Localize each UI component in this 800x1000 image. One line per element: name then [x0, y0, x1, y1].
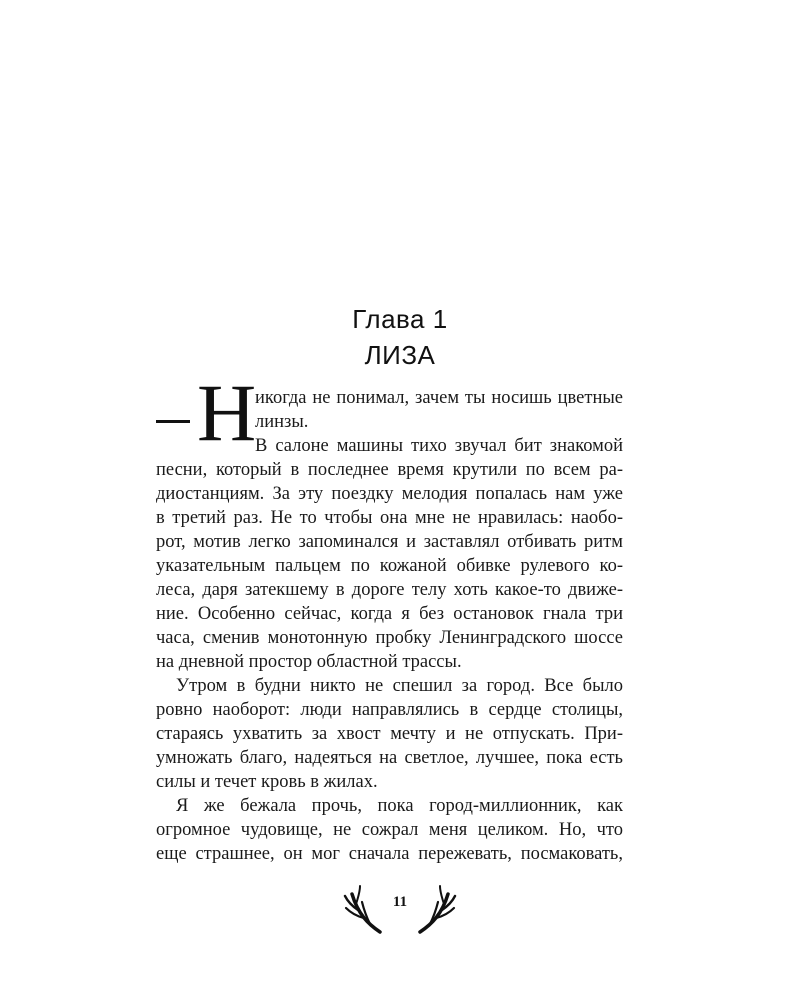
text-line: песни, который в последнее время крутили по всем ра-: [156, 460, 623, 480]
page-folio: [340, 880, 460, 940]
chapter-title: Глава 1: [352, 304, 448, 334]
text-line: леса, даря затекшему в дороге телу хоть какое-то движе-: [156, 580, 623, 600]
text-line: в третий раз. Не то чтобы она мне не нравилась: наобо-: [156, 508, 623, 528]
text-line: Утром в будни никто не спешил за город. Все было: [176, 676, 623, 696]
text-line: ровно наоборот: люди направлялись в сердце столицы,: [156, 700, 623, 720]
text-line: ние. Особенно сейчас, когда я без остановок гнала три: [156, 604, 623, 624]
text-line: силы и течет кровь в жилах.: [156, 772, 378, 792]
text-line: указательным пальцем по кожаной обивке рулевого ко-: [156, 556, 623, 576]
text-line: диостанциям. За эту поездку мелодия попалась нам уже: [156, 484, 623, 504]
page-number: 11: [392, 894, 408, 910]
text-line: часа, сменив монотонную пробку Ленинградского шоссе: [156, 628, 623, 648]
chapter-name: ЛИЗА: [364, 340, 436, 370]
text-line: огромное чудовище, не сожрал меня целиком. Но, что: [156, 820, 623, 840]
text-line: Я же бежала прочь, пока город-миллионник, как: [176, 796, 623, 816]
text-line: В салоне машины тихо звучал бит знакомой: [255, 436, 623, 456]
text-line: линзы.: [255, 412, 309, 432]
text-line: на дневной простор областной трассы.: [156, 652, 462, 672]
drop-cap: Н: [197, 367, 257, 458]
text-line: рот, мотив легко запоминался и заставлял отбивать ритм: [156, 532, 623, 552]
dialogue-dash: [156, 420, 190, 423]
text-line: умножать благо, надеяться на светлое, лучшее, пока есть: [156, 748, 623, 768]
text-line: икогда не понимал, зачем ты носишь цветные: [255, 388, 623, 408]
text-line: еще страшнее, он мог сначала пережевать, посмаковать,: [156, 844, 623, 864]
text-line: стараясь ухватить за хвост мечту и не отпускать. При-: [156, 724, 623, 744]
